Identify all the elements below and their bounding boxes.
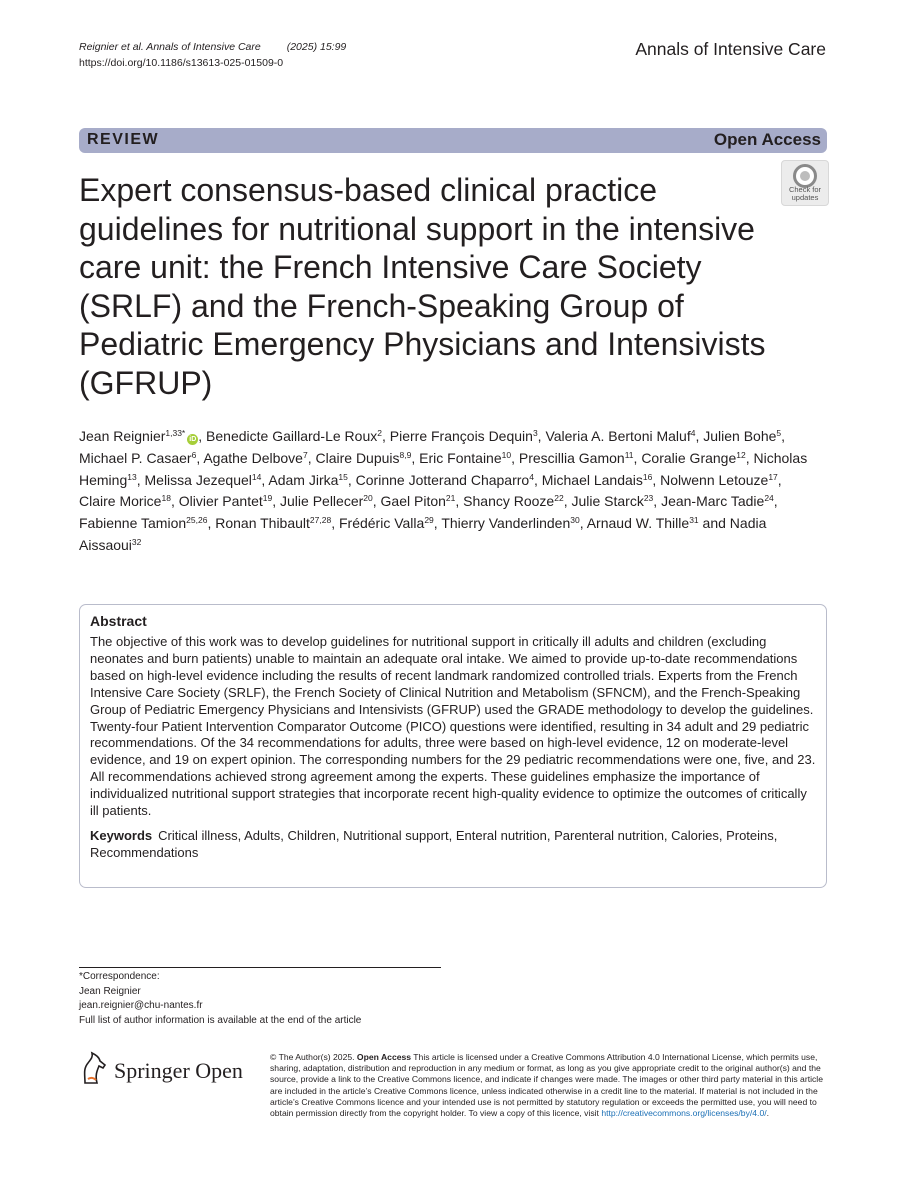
author	[641, 450, 745, 466]
author-affiliation: 16	[642, 471, 653, 482]
author-affiliation: 13	[127, 471, 137, 482]
author-name: Jean-Marc Tadie	[661, 493, 765, 510]
author-affiliation: 20	[363, 493, 373, 504]
author-name: Nadia Aissaoui	[79, 515, 767, 553]
author-affiliation: 4	[690, 428, 696, 438]
article-type-label: REVIEW	[87, 131, 160, 148]
author-name: Adam Jirka	[268, 471, 339, 488]
author-affiliation: 1,33*	[165, 428, 186, 438]
author-name: Prescillia Gamon	[518, 449, 625, 466]
author-affiliation: 5	[776, 428, 782, 438]
author-name: Julie Pellecer	[280, 493, 364, 510]
author-affiliation: 22	[554, 493, 564, 504]
license-oa-label: Open Access	[356, 1052, 412, 1062]
author-name: Jean Reignier	[79, 428, 166, 444]
author-name: Benedicte Gaillard-Le Roux	[206, 428, 378, 444]
keywords-label: Keywords	[90, 827, 153, 843]
author	[145, 472, 262, 488]
author-list: Jean Reignier$^{1,33*}$iD , Benedicte Gaillard-Le Roux$^2$, Pierre François Dequin$^3$, Valeria A. Bertoni Maluf$^4$, Julien Bohe$^5$, Michael P. Casaer$^6$, Agathe Delbove$^7$, Claire Dupuis$^{8,9}$, Eric Fontaine$^{10}$, Prescillia Gamon$^{11}$, Coralie Grange$^{12}$, Nicholas Heming$^{13}$, Melissa Jezequel$^{14}$, Adam Jirka$^{15}$, Corinne Jotterand Chaparro$^4$, Michael Landais$^{16}$, Nolwenn Letouze$^{17}$, Claire Morice$^{18}$, Olivier Pantet$^{19}$, Julie Pellecer$^{20}$, Gael Piton$^{21}$, Shancy Rooze$^{22}$, Julie Starck$^{23}$, Jean-Marc Tadie$^{24}$, Fabienne Tamion$^{25,26}$, Ronan Thibault$^{27,28}$, Frédéric Valla$^{29}$, Thierry Vanderlinden$^{30}$, Arnaud W. Thille$^{31}$ and Nadia Aissaoui$^{32}$	[79, 428, 808, 553]
author-affiliation: 25,26	[186, 515, 208, 526]
author-name: Michael Landais	[541, 471, 643, 488]
author-name: Coralie Grange	[641, 449, 737, 466]
author-affiliation: 24	[764, 493, 774, 504]
correspondence	[79, 970, 361, 1028]
author-affiliation: 17	[768, 471, 778, 482]
publisher-name-open: Open	[195, 1058, 243, 1083]
article-type-banner	[79, 128, 827, 153]
author	[280, 493, 373, 509]
keywords	[90, 828, 816, 862]
author	[390, 428, 538, 444]
author-affiliation: 19	[262, 493, 273, 504]
author-affiliation: 7	[302, 449, 308, 460]
author	[79, 515, 207, 531]
author-affiliation: 4	[529, 471, 534, 482]
author-affiliation: 8,9	[399, 449, 412, 460]
author-name: Shancy Rooze	[463, 493, 555, 510]
author-affiliation: 3	[532, 428, 538, 438]
doi-link[interactable]: https://doi.org/10.1186/s13613-025-01509-0	[79, 57, 284, 69]
author-affiliation: 30	[570, 515, 580, 526]
author	[206, 428, 382, 444]
author	[79, 493, 171, 509]
author-affiliation: 18	[161, 493, 171, 504]
author-affiliation: 10	[501, 449, 512, 460]
author-name: Julien Bohe	[703, 428, 777, 444]
author-name: Julie Starck	[571, 493, 644, 510]
author	[381, 493, 456, 509]
author	[203, 450, 307, 466]
citation-year: (2025) 15:99	[286, 41, 347, 53]
author-name: Claire Dupuis	[315, 449, 400, 466]
license-text	[270, 1052, 830, 1119]
publisher-name	[114, 1058, 243, 1084]
springer-horse-icon	[79, 1051, 109, 1085]
orcid-icon[interactable]: iD	[189, 436, 197, 443]
license-copyright: © The Author(s) 2025.	[270, 1052, 355, 1062]
author-affiliation: 12	[736, 449, 746, 460]
author	[419, 450, 511, 466]
springer-open-logo	[79, 1051, 259, 1091]
correspondence-label: *Correspondence:	[79, 971, 160, 982]
open-access-label: Open Access	[713, 130, 821, 149]
author-affiliation: 29	[424, 515, 434, 526]
footnote-divider	[79, 967, 441, 968]
author-name: Frédéric Valla	[338, 515, 425, 532]
author-name: Fabienne Tamion	[79, 515, 187, 532]
journal-name: Annals of Intensive Care	[635, 39, 826, 59]
author-name: Ronan Thibault	[215, 515, 310, 532]
correspondence-email[interactable]: jean.reignier@chu-nantes.fr	[79, 1000, 203, 1011]
author-affiliation: 14	[251, 471, 262, 482]
author-affiliation: 15	[338, 471, 348, 482]
author	[268, 472, 348, 488]
abstract-box	[79, 604, 827, 888]
author-affiliation: 23	[643, 493, 654, 504]
keywords-list: Critical illness, Adults, Children, Nutritional support, Enteral nutrition, Parenteral nutrition, Calories, Proteins, Recommendations	[90, 827, 778, 860]
author-name: Michael P. Casaer	[79, 449, 192, 466]
author	[215, 515, 331, 531]
author-affiliation: 31	[689, 515, 699, 526]
author-name: Eric Fontaine	[419, 449, 502, 466]
author-name: Pierre François Dequin	[389, 428, 533, 444]
author-affiliation: 21	[445, 493, 456, 504]
author-name: Nicholas Heming	[79, 449, 808, 488]
citation-authors: Reignier et al. Annals of Intensive Care	[79, 41, 261, 53]
publisher-name-springer: Springer	[114, 1058, 190, 1083]
author-name: Olivier Pantet	[178, 493, 263, 510]
author-name: Corinne Jotterand Chaparro	[355, 471, 530, 488]
author-name: Thierry Vanderlinden	[441, 515, 571, 532]
author-name: Claire Morice	[79, 493, 162, 510]
author-affiliation: 2	[377, 428, 382, 438]
author	[661, 493, 774, 509]
author-name: Valeria A. Bertoni Maluf	[545, 428, 691, 444]
running-header	[79, 39, 346, 71]
author-affiliation: 6	[191, 449, 197, 460]
author-info-note: Full list of author information is available at the end of the article	[79, 1014, 362, 1026]
check-updates-line2: updates	[791, 193, 819, 202]
author	[587, 515, 699, 531]
article-title: Expert consensus-based clinical practice guidelines for nutritional support in the intensive care unit: the French Intensive Care Society (SRLF) and the French-Speaking Group of Pediatric Emergency Physicians and Intensivists (GFRUP)	[79, 172, 766, 401]
abstract-heading: Abstract	[90, 613, 147, 629]
license-body: This article is licensed under a Creative Commons Attribution 4.0 International License, which permits use, sharing, adaptation, distribution and reproduction in any medium or format, as long as you give appropriate credit to the original author(s) and the source, provide a link to the Creative Commons licence, and indicate if changes were made. The images or other third party material in this article are included in the article’s Creative Commons licence, unless indicated otherwise in a credit line to the material. If material is not included in the article’s Creative Commons licence and your intended use is not permitted by statutory regulation or exceeds the permitted use, you will need to obtain permission directly from the copyright holder. To view a copy of this licence, visit	[270, 1052, 823, 1119]
author	[315, 450, 411, 466]
author-affiliation: 32	[131, 536, 142, 547]
author-name: Agathe Delbove	[203, 449, 303, 466]
license-link[interactable]: http://creativecommons.org/licenses/by/4.0/	[601, 1108, 767, 1119]
author	[79, 428, 198, 444]
author-name: Nolwenn Letouze	[660, 471, 769, 488]
author	[339, 515, 434, 531]
author	[542, 472, 653, 488]
author-affiliation: 27,28	[309, 515, 332, 526]
author	[660, 472, 778, 488]
author-name: Melissa Jezequel	[144, 471, 252, 488]
license-end: .	[766, 1108, 770, 1119]
author-name: Gael Piton	[380, 493, 446, 510]
author	[79, 450, 196, 466]
correspondence-name: Jean Reignier	[79, 985, 141, 997]
author	[703, 428, 781, 444]
author	[441, 515, 579, 531]
abstract-text: The objective of this work was to develop guidelines for nutritional support in critically ill adults and children (excluding neonates and burn patients) unable to maintain an adequate oral intake. We aimed to provide up-to-date recommendations based on high-level evidence including the results of recent landmark randomized controlled trials. Experts from the French Intensive Care Society (SRLF), the French Society of Clinical Nutrition and Metabolism (SFNCM), and the French-Speaking Group of Pediatric Emergency Physicians and Intensivists (GFRUP) used the GRADE methodology to develop the guidelines. Twenty-four Patient Intervention Comparator Outcome (PICO) questions were identified, resulting in 34 adult and 29 pediatric recommendations. Of the 34 recommendations for adults, three were based on high-level evidence, 12 on moderate-level evidence, and 19 on expert opinion. The corresponding numbers for the 29 pediatric recommendations were one, five, and 23. All recommendations achieved strong agreement among the experts. These guidelines emphasize the importance of individualized nutritional support strategies that incorporate recent high-quality evidence to optimize the outcomes of critically ill patients.	[90, 634, 816, 819]
check-updates-line1: Check for	[788, 185, 822, 194]
author-affiliation: 11	[624, 449, 634, 460]
author	[179, 493, 273, 509]
author	[571, 493, 653, 509]
author	[519, 450, 634, 466]
author-name: Arnaud W. Thille	[586, 515, 690, 532]
author	[545, 428, 695, 444]
check-for-updates-button[interactable]	[781, 160, 829, 206]
author	[463, 493, 564, 509]
author	[356, 472, 534, 488]
